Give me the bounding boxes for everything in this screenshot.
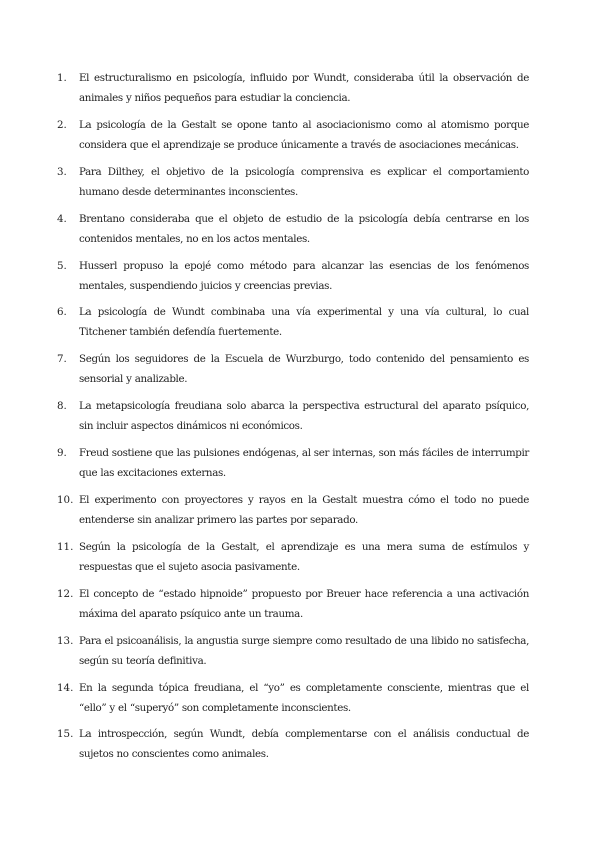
item-number: 4. bbox=[57, 212, 67, 225]
item-number: 13. bbox=[57, 634, 74, 647]
list-item bbox=[57, 256, 529, 303]
item-number: 12. bbox=[57, 587, 74, 600]
item-number: 14. bbox=[57, 681, 74, 694]
item-number: 1. bbox=[57, 72, 67, 84]
item-number: 3. bbox=[57, 165, 67, 178]
list-item bbox=[57, 396, 529, 443]
item-number: 2. bbox=[57, 118, 67, 131]
list-item bbox=[57, 115, 529, 162]
item-text: El experimento con proyectores y rayos en la Gestalt muestra cómo el todo no puede entenderse sin analizar primero las partes por separado. bbox=[79, 494, 529, 527]
item-text: La introspección, según Wundt, debía complementarse con el análisis conductual de sujetos no conscientes como animales. bbox=[79, 728, 529, 761]
list-item bbox=[57, 537, 529, 584]
list-item bbox=[57, 678, 529, 725]
item-text: Para el psicoanálisis, la angustia surge siempre como resultado de una libido no satisfecha, según su teoría definitiva. bbox=[79, 634, 529, 667]
list-item bbox=[57, 302, 529, 349]
item-text: El concepto de “estado hipnoide” propuesto por Breuer hace referencia a una activación máxima del aparato psíquico ante un trauma. bbox=[79, 587, 529, 620]
list-item bbox=[57, 68, 529, 115]
list-item bbox=[57, 584, 529, 631]
item-number: 11. bbox=[57, 540, 74, 553]
item-text: La psicología de Wundt combinaba una vía experimental y una vía cultural, lo cual Titchener también defendía fuertemente. bbox=[79, 306, 529, 339]
list-item bbox=[57, 724, 529, 771]
item-number: 7. bbox=[57, 353, 67, 366]
item-text: Husserl propuso la epojé como método para alcanzar las esencias de los fenómenos mentales, suspendiendo juicios y creencias previas. bbox=[79, 259, 529, 292]
item-text: La psicología de la Gestalt se opone tanto al asociacionismo como al atomismo porque considera que el aprendizaje se produce únicamente a través de asociaciones mecánicas. bbox=[79, 118, 529, 151]
list-item bbox=[57, 349, 529, 396]
item-text: En la segunda tópica freudiana, el “yo” es completamente consciente, mientras que el “ello” y el “superyó” son completamente inconscientes. bbox=[79, 681, 529, 714]
list-item bbox=[57, 443, 529, 490]
item-text: Freud sostiene que las pulsiones endógenas, al ser internas, son más fáciles de interrumpir que las excitaciones externas. bbox=[79, 447, 529, 480]
list-item bbox=[57, 631, 529, 678]
item-text: Brentano consideraba que el objeto de estudio de la psicología debía centrarse en los contenidos mentales, no en los actos mentales. bbox=[79, 212, 529, 245]
item-number: 10. bbox=[57, 494, 74, 507]
item-text: Para Dilthey, el objetivo de la psicología comprensiva es explicar el comportamiento humano desde determinantes inconscientes. bbox=[79, 165, 529, 198]
list-item bbox=[57, 162, 529, 209]
item-text: Según la psicología de la Gestalt, el aprendizaje es una mera suma de estímulos y respuestas que el sujeto asocia pasivamente. bbox=[79, 540, 529, 573]
item-text: El estructuralismo en psicología, influido por Wundt, consideraba útil la observación de animales y niños pequeños para estudiar la conciencia. bbox=[79, 72, 529, 104]
item-number: 6. bbox=[57, 306, 67, 319]
list-item bbox=[57, 490, 529, 537]
item-text: Según los seguidores de la Escuela de Wurzburgo, todo contenido del pensamiento es sensorial y analizable. bbox=[79, 353, 529, 386]
item-number: 5. bbox=[57, 259, 67, 272]
item-text: La metapsicología freudiana solo abarca la perspectiva estructural del aparato psíquico, sin incluir aspectos dinámicos ni económicos. bbox=[79, 400, 529, 433]
item-number: 15. bbox=[57, 728, 74, 741]
item-number: 8. bbox=[57, 400, 67, 413]
statement-list bbox=[57, 68, 529, 771]
list-item bbox=[57, 209, 529, 256]
item-number: 9. bbox=[57, 447, 67, 460]
